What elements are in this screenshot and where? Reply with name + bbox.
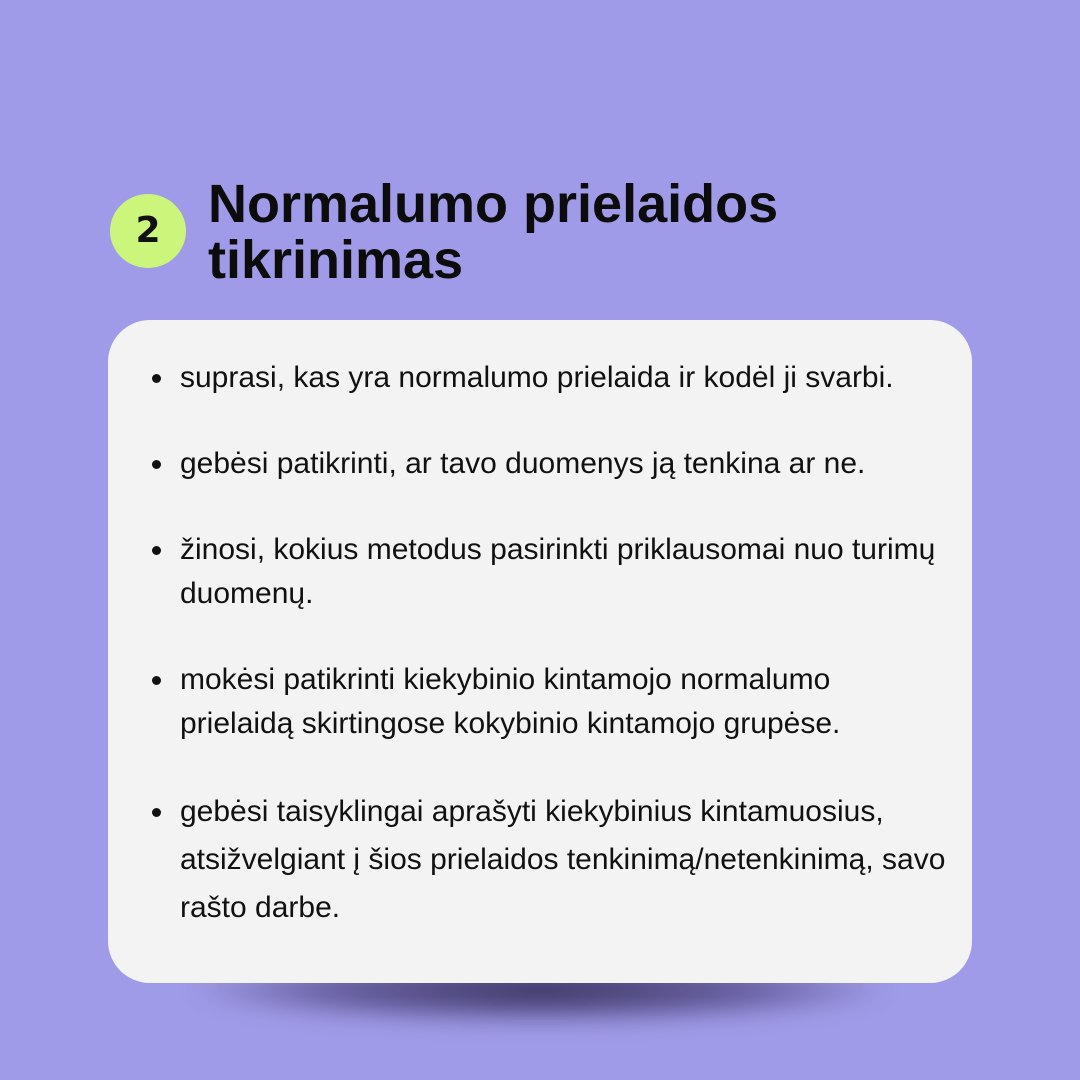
- page-title: Normalumo prielaidos tikrinimas: [208, 174, 779, 290]
- step-number-badge: [110, 194, 186, 268]
- list-item: [148, 528, 948, 616]
- list-item-text: gebėsi patikrinti, ar tavo duomenys ją tenkina ar ne.: [180, 447, 866, 480]
- list-item-text: gebėsi taisyklingai aprašyti kiekybinius kintamuosius, atsižvelgiant į šios prielaidos tenkinimą/netenkinimą, savo rašto darbe.: [180, 795, 946, 924]
- bullet-icon: [152, 460, 161, 469]
- list-item: [148, 356, 948, 400]
- list-item: [148, 442, 948, 486]
- learning-outcomes-list: [148, 356, 948, 932]
- bullet-icon: [152, 808, 161, 817]
- list-item: [148, 658, 948, 746]
- list-item-text: žinosi, kokius metodus pasirinkti priklausomai nuo turimų duomenų.: [180, 533, 936, 610]
- bullet-icon: [152, 374, 161, 383]
- list-item: [148, 788, 948, 932]
- content-card: [108, 320, 972, 983]
- list-item-text: suprasi, kas yra normalumo prielaida ir kodėl ji svarbi.: [180, 361, 894, 394]
- step-number: 2: [135, 210, 161, 251]
- bullet-icon: [152, 546, 161, 555]
- bullet-icon: [152, 676, 161, 685]
- list-item-text: mokėsi patikrinti kiekybinio kintamojo normalumo prielaidą skirtingose kokybinio kintamojo grupėse.: [180, 663, 841, 740]
